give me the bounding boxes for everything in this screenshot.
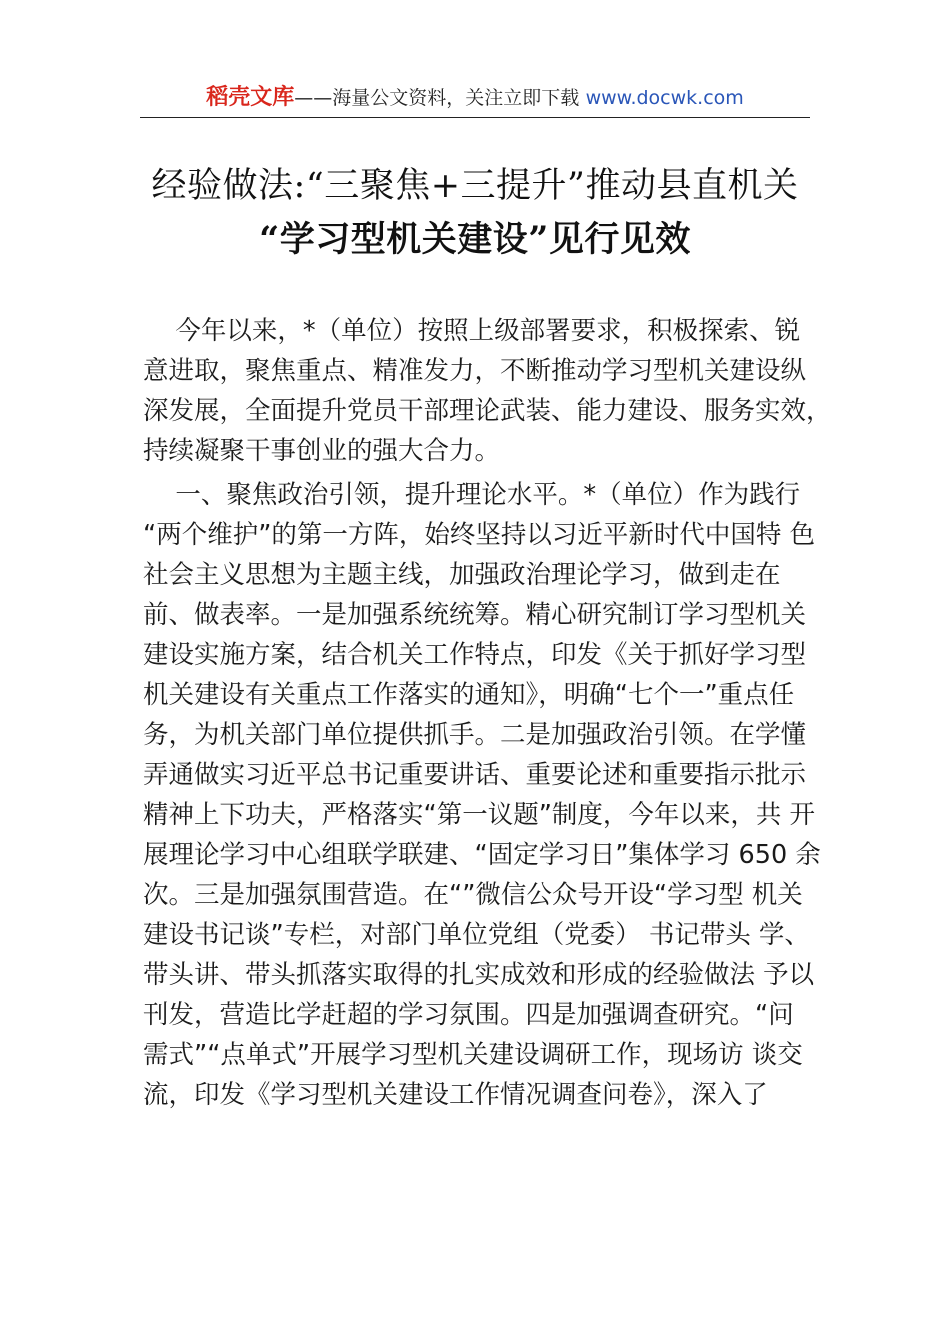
text-line: “两个维护”的第一方阵，始终坚持以习近平新时代中国特 色 <box>143 520 816 550</box>
text-line: 前、做表率。一是加强系统统筹。精心研究制订学习型机关 <box>143 600 807 630</box>
paragraph-section-1 <box>143 475 823 1115</box>
text-line: 社会主义思想为主题主线，加强政治理论学习，做到走在 <box>143 560 781 590</box>
text-line: 机关建设有关重点工作落实的通知》，明确“七个一”重点任 <box>143 680 795 710</box>
text-line: 弄通做实习近平总书记重要讲话、重要论述和重要指示批示 <box>143 760 807 790</box>
text-line: 次。三是加强氛围营造。在“”微信公众号开设“学习型 机关 <box>143 880 803 910</box>
page-header <box>140 80 810 114</box>
text-line: 流，印发《学习型机关建设工作情况调查问卷》，深入了 <box>143 1080 768 1110</box>
document-title-line-1: 经验做法:“三聚焦+三提升”推动县直机关 <box>151 166 799 206</box>
text-line: 意进取，聚焦重点、精准发力，不断推动学习型机关建设纵 <box>143 356 807 386</box>
text-line: 展理论学习中心组联学联建、“固定学习日”集体学习 650 余 <box>143 840 821 870</box>
text-line: 精神上下功夫，严格落实“第一议题”制度，今年以来，共 开 <box>143 800 816 830</box>
document-title-line-2: “学习型机关建设”见行见效 <box>259 219 691 260</box>
text-line: 务，为机关部门单位提供抓手。二是加强政治引领。在学懂 <box>143 720 807 750</box>
paragraph-intro <box>143 311 832 471</box>
brand-logo-text: 稻壳文库 <box>206 85 295 110</box>
text-line: 建设书记谈”专栏，对部门单位党组（党委） 书记带头 学、 <box>143 920 810 950</box>
text-line: 需式”“点单式”开展学习型机关建设调研工作，现场访 谈交 <box>143 1040 803 1070</box>
text-line: 建设实施方案，结合机关工作特点，印发《关于抓好学习型 <box>143 640 807 670</box>
header-slogan: ——海量公文资料，关注立即下载 <box>294 87 580 109</box>
text-line: 今年以来，*（单位）按照上级部署要求，积极探索、锐 <box>143 316 801 346</box>
text-line: 深发展，全面提升党员干部理论武装、能力建设、服务实效， <box>143 396 832 426</box>
text-line: 持续凝聚干事创业的强大合力。 <box>143 436 501 466</box>
header-url-link[interactable]: www.docwk.com <box>585 87 744 109</box>
document-body <box>143 311 832 1115</box>
text-line: 带头讲、带头抓落实取得的扎实成效和形成的经验做法 予以 <box>143 960 815 990</box>
text-line: 一、聚焦政治引领，提升理论水平。*（单位）作为践行 <box>143 480 801 510</box>
header-divider <box>140 117 810 118</box>
text-line: 刊发，营造比学赶超的学习氛围。四是加强调查研究。“问 <box>143 1000 794 1030</box>
